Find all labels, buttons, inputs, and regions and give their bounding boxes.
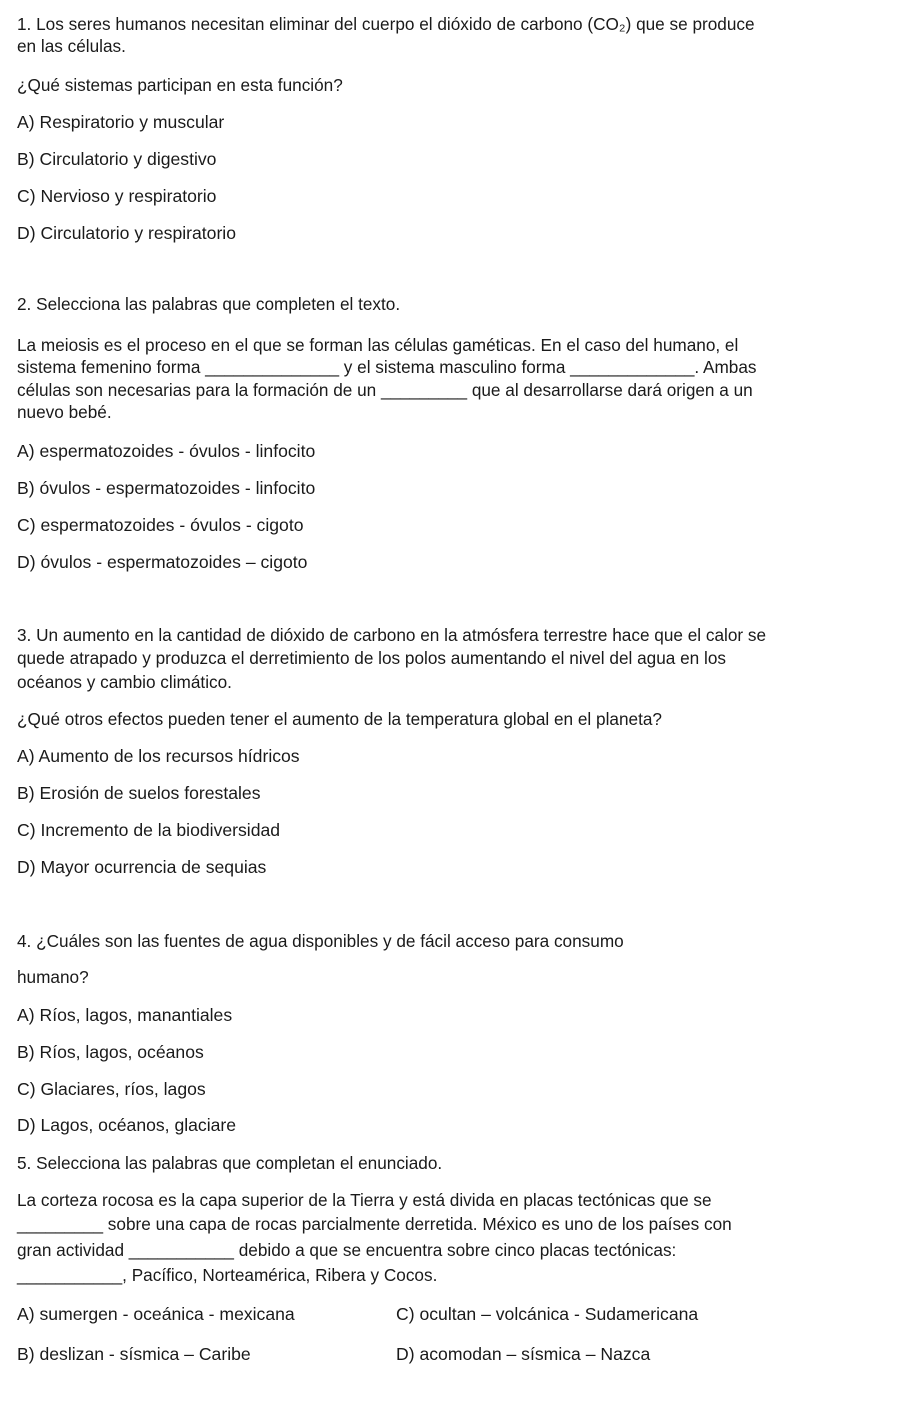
question-5-option-c: C) ocultan – volcánica - Sudamericana [396,1304,699,1324]
question-3-text-line-3: océanos y cambio climático. [17,672,232,692]
question-5-text-line-3: gran actividad ___________ debido a que se encuentra sobre cinco placas tectónicas: [17,1240,677,1260]
question-2-text-line-3: células son necesarias para la formación de un _________ que al desarrollarse dará origen a un [17,380,753,400]
question-4-option-b: B) Ríos, lagos, océanos [17,1042,204,1062]
question-3-prompt: ¿Qué otros efectos pueden tener el aumento de la temperatura global en el planeta? [17,709,662,729]
question-5-option-d: D) acomodan – sísmica – Nazca [396,1344,651,1364]
question-2-text-line-2: sistema femenino forma ______________ y el sistema masculino forma _____________. Ambas [17,357,757,377]
question-4-option-a: A) Ríos, lagos, manantiales [17,1005,233,1025]
question-3-text-line-2: quede atrapado y produzca el derretimiento de los polos aumentando el nivel del agua en los [17,648,726,668]
question-5-title: 5. Selecciona las palabras que completan el enunciado. [17,1153,443,1173]
question-2-text-line-4: nuevo bebé. [17,402,112,422]
question-5-text-line-2: _________ sobre una capa de rocas parcialmente derretida. México es uno de los países con [17,1214,732,1234]
question-3-option-b: B) Erosión de suelos forestales [17,783,261,803]
question-3-option-c: C) Incremento de la biodiversidad [17,820,281,840]
question-4-option-d: D) Lagos, océanos, glaciare [17,1115,237,1135]
question-4-text-line-1: 4. ¿Cuáles son las fuentes de agua disponibles y de fácil acceso para consumo [17,931,624,951]
question-1-text-line-2: en las células. [17,36,126,56]
question-3-option-a: A) Aumento de los recursos hídricos [17,746,300,766]
question-2-option-a: A) espermatozoides - óvulos - linfocito [17,441,316,461]
question-3-text-line-1: 3. Un aumento en la cantidad de dióxido de carbono en la atmósfera terrestre hace que el calor se [17,625,767,645]
question-1-option-a: A) Respiratorio y muscular [17,112,225,132]
question-2-option-d: D) óvulos - espermatozoides – cigoto [17,552,308,572]
question-2-option-b: B) óvulos - espermatozoides - linfocito [17,478,316,498]
question-2-option-c: C) espermatozoides - óvulos - cigoto [17,515,304,535]
question-3-option-d: D) Mayor ocurrencia de sequias [17,857,267,877]
question-4-text-line-2: humano? [17,967,89,987]
question-1-prompt: ¿Qué sistemas participan en esta función? [17,75,343,95]
question-5-option-a: A) sumergen - oceánica - mexicana [17,1304,295,1324]
question-2-text-line-1: La meiosis es el proceso en el que se forman las células gaméticas. En el caso del humano, el [17,335,739,355]
question-4-option-c: C) Glaciares, ríos, lagos [17,1079,206,1099]
question-1-option-d: D) Circulatorio y respiratorio [17,223,237,243]
question-5-text-line-1: La corteza rocosa es la capa superior de la Tierra y está divida en placas tectónicas que se [17,1190,712,1210]
question-2-title: 2. Selecciona las palabras que completen el texto. [17,294,401,314]
question-5-text-line-4: ___________, Pacífico, Norteamérica, Ribera y Cocos. [17,1265,438,1285]
question-1-option-b: B) Circulatorio y digestivo [17,149,217,169]
question-5-option-b: B) deslizan - sísmica – Caribe [17,1344,251,1364]
question-1-text-line-1: 1. Los seres humanos necesitan eliminar del cuerpo el dióxido de carbono (CO₂) que se produce [17,14,755,34]
question-1-option-c: C) Nervioso y respiratorio [17,186,217,206]
